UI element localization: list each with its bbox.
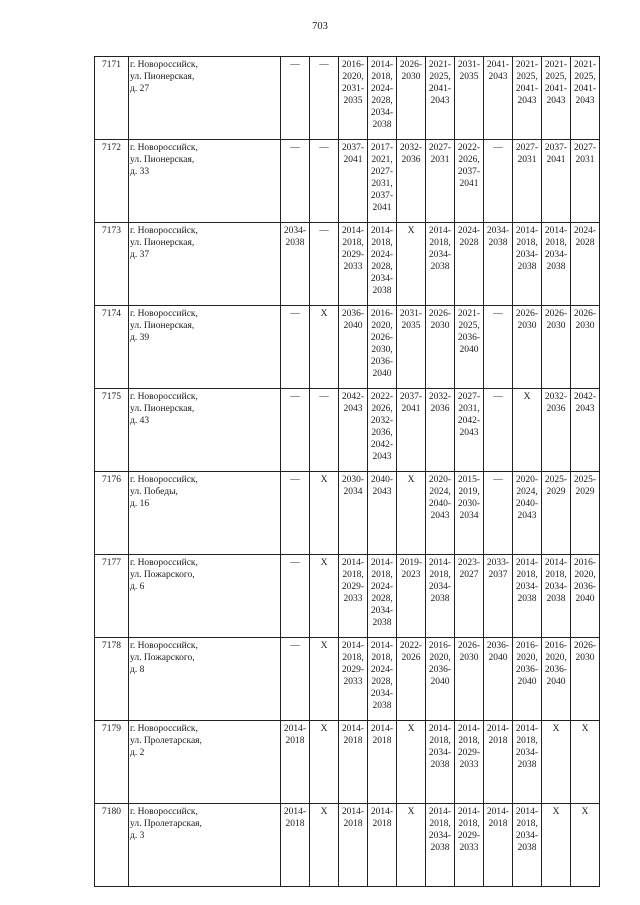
schedule-value: — xyxy=(319,60,329,70)
schedule-cell xyxy=(397,389,426,472)
schedule-table xyxy=(94,56,600,887)
schedule-value: 2025- 2029 xyxy=(573,475,597,497)
schedule-cell xyxy=(542,140,571,223)
schedule-value: 2020- 2024, 2040- 2043 xyxy=(428,475,452,521)
schedule-cell xyxy=(571,389,600,472)
schedule-cell xyxy=(310,223,339,306)
schedule-value: 2014- 2018, 2034- 2038 xyxy=(515,724,539,770)
schedule-cell xyxy=(542,472,571,555)
schedule-cell xyxy=(571,472,600,555)
schedule-value: 2014- 2018, 2034- 2038 xyxy=(515,807,539,853)
schedule-cell xyxy=(571,555,600,638)
table-row xyxy=(95,57,600,140)
schedule-cell xyxy=(571,140,600,223)
schedule-value: 2026- 2030 xyxy=(544,309,568,331)
schedule-value: — xyxy=(319,226,329,236)
address-line: д. 3 xyxy=(130,831,145,841)
schedule-cell xyxy=(571,804,600,887)
address-line: д. 39 xyxy=(130,333,150,343)
schedule-cell xyxy=(426,57,455,140)
schedule-cell xyxy=(397,306,426,389)
schedule-cell xyxy=(513,555,542,638)
schedule-value: 2021- 2025, 2041- 2043 xyxy=(544,60,568,106)
schedule-cell xyxy=(484,804,513,887)
schedule-value: 2022- 2026 xyxy=(399,641,423,663)
schedule-cell xyxy=(281,555,310,638)
address-cell xyxy=(129,306,281,389)
schedule-cell xyxy=(426,140,455,223)
schedule-value: — xyxy=(319,392,329,402)
schedule-cell xyxy=(397,721,426,804)
table-row xyxy=(95,638,600,721)
schedule-cell xyxy=(571,306,600,389)
address-cell xyxy=(129,57,281,140)
schedule-cell xyxy=(310,721,339,804)
address-line: г. Новороссийск, xyxy=(130,226,198,236)
address-cell xyxy=(129,555,281,638)
schedule-cell xyxy=(513,804,542,887)
schedule-cell xyxy=(455,140,484,223)
schedule-value: 2026- 2030 xyxy=(515,309,539,331)
schedule-cell xyxy=(455,721,484,804)
schedule-cell xyxy=(484,223,513,306)
schedule-cell xyxy=(397,223,426,306)
schedule-cell xyxy=(455,472,484,555)
schedule-value: — xyxy=(290,309,300,319)
schedule-cell xyxy=(310,140,339,223)
schedule-cell xyxy=(310,389,339,472)
schedule-cell xyxy=(368,223,397,306)
schedule-value: 2016- 2020, 2036- 2040 xyxy=(428,641,452,687)
schedule-value: 2014- 2018, 2029- 2033 xyxy=(457,807,481,853)
address-line: г. Новороссийск, xyxy=(130,309,198,319)
schedule-cell xyxy=(397,472,426,555)
schedule-cell xyxy=(310,472,339,555)
schedule-cell xyxy=(571,721,600,804)
schedule-value: 2040- 2043 xyxy=(370,475,394,497)
schedule-value: 2014- 2018 xyxy=(283,724,307,746)
schedule-cell xyxy=(368,389,397,472)
schedule-cell xyxy=(339,306,368,389)
row-number: 7176 xyxy=(95,472,129,555)
schedule-value: 2042- 2043 xyxy=(341,392,365,414)
schedule-value: X xyxy=(407,724,415,734)
address-line: г. Новороссийск, xyxy=(130,60,198,70)
schedule-cell xyxy=(513,638,542,721)
schedule-value: — xyxy=(493,309,503,319)
schedule-value: 2015- 2019, 2030- 2034 xyxy=(457,475,481,521)
schedule-value: 2037- 2041 xyxy=(399,392,423,414)
address-line: г. Новороссийск, xyxy=(130,724,198,734)
schedule-cell xyxy=(339,57,368,140)
schedule-value: — xyxy=(290,641,300,651)
row-number: 7173 xyxy=(95,223,129,306)
schedule-cell xyxy=(310,638,339,721)
schedule-value: 2014- 2018, 2034- 2038 xyxy=(428,226,452,272)
schedule-value: 2016- 2020, 2036- 2040 xyxy=(544,641,568,687)
schedule-value: 2016- 2020, 2026- 2030, 2036- 2040 xyxy=(370,309,394,379)
schedule-value: X xyxy=(320,475,328,485)
schedule-value: 2032- 2036 xyxy=(428,392,452,414)
schedule-value: 2014- 2018 xyxy=(370,807,394,829)
schedule-value: — xyxy=(290,60,300,70)
schedule-cell xyxy=(281,638,310,721)
schedule-cell xyxy=(281,140,310,223)
schedule-value: 2042- 2043 xyxy=(573,392,597,414)
address-line: ул. Пионерская, xyxy=(130,321,195,331)
schedule-value: X xyxy=(320,724,328,734)
row-number: 7172 xyxy=(95,140,129,223)
schedule-cell xyxy=(339,638,368,721)
schedule-value: 2014- 2018, 2024- 2028, 2034- 2038 xyxy=(370,226,394,296)
address-line: д. 43 xyxy=(130,416,150,426)
schedule-cell xyxy=(484,306,513,389)
schedule-value: X xyxy=(552,807,560,817)
schedule-value: 2016- 2020, 2036- 2040 xyxy=(573,558,597,604)
address-cell xyxy=(129,721,281,804)
schedule-cell xyxy=(368,804,397,887)
address-line: д. 8 xyxy=(130,665,145,675)
schedule-value: 2034- 2038 xyxy=(283,226,307,248)
schedule-value: 2014- 2018, 2034- 2038 xyxy=(544,226,568,272)
schedule-value: 2026- 2030 xyxy=(457,641,481,663)
address-line: г. Новороссийск, xyxy=(130,143,198,153)
address-line: ул. Пионерская, xyxy=(130,238,195,248)
schedule-value: X xyxy=(320,641,328,651)
schedule-value: 2024- 2028 xyxy=(457,226,481,248)
schedule-cell xyxy=(455,223,484,306)
schedule-cell xyxy=(426,223,455,306)
schedule-cell xyxy=(397,57,426,140)
schedule-value: — xyxy=(290,558,300,568)
schedule-value: 2014- 2018 xyxy=(486,807,510,829)
table-row xyxy=(95,223,600,306)
schedule-value: 2027- 2031, 2042- 2043 xyxy=(457,392,481,438)
schedule-value: 2036- 2040 xyxy=(341,309,365,331)
address-line: г. Новороссийск, xyxy=(130,392,198,402)
schedule-value: 2014- 2018, 2024- 2028, 2034- 2038 xyxy=(370,641,394,711)
schedule-cell xyxy=(281,389,310,472)
schedule-cell xyxy=(339,140,368,223)
address-line: ул. Пионерская, xyxy=(130,72,195,82)
schedule-cell xyxy=(513,140,542,223)
schedule-value: 2014- 2018 xyxy=(341,807,365,829)
schedule-value: 2032- 2036 xyxy=(399,143,423,165)
schedule-cell xyxy=(281,306,310,389)
schedule-value: 2014- 2018, 2029- 2033 xyxy=(341,558,365,604)
schedule-cell xyxy=(368,555,397,638)
schedule-cell xyxy=(513,472,542,555)
schedule-cell xyxy=(310,306,339,389)
schedule-cell xyxy=(571,223,600,306)
schedule-cell xyxy=(542,223,571,306)
schedule-value: X xyxy=(581,807,589,817)
schedule-value: 2016- 2020, 2031- 2035 xyxy=(341,60,365,106)
schedule-value: 2014- 2018 xyxy=(486,724,510,746)
schedule-value: X xyxy=(407,226,415,236)
schedule-cell xyxy=(426,472,455,555)
schedule-value: X xyxy=(523,392,531,402)
schedule-cell xyxy=(281,804,310,887)
table-row xyxy=(95,389,600,472)
schedule-cell xyxy=(426,306,455,389)
schedule-cell xyxy=(542,389,571,472)
schedule-value: 2014- 2018 xyxy=(341,724,365,746)
schedule-cell xyxy=(484,389,513,472)
schedule-cell xyxy=(281,57,310,140)
schedule-value: — xyxy=(290,475,300,485)
schedule-cell xyxy=(513,57,542,140)
schedule-value: 2017- 2021, 2027- 2031, 2037- 2041 xyxy=(370,143,394,213)
schedule-cell xyxy=(542,306,571,389)
row-number: 7175 xyxy=(95,389,129,472)
schedule-value: — xyxy=(290,143,300,153)
schedule-cell xyxy=(397,140,426,223)
schedule-cell xyxy=(426,389,455,472)
schedule-value: 2037- 2041 xyxy=(544,143,568,165)
address-line: ул. Пролетарская, xyxy=(130,819,202,829)
schedule-value: 2033- 2037 xyxy=(486,558,510,580)
schedule-value: 2014- 2018, 2034- 2038 xyxy=(428,807,452,853)
schedule-value: 2014- 2018, 2029- 2033 xyxy=(341,226,365,272)
schedule-cell xyxy=(368,721,397,804)
address-cell xyxy=(129,638,281,721)
schedule-value: 2034- 2038 xyxy=(486,226,510,248)
address-line: д. 16 xyxy=(130,499,150,509)
schedule-value: 2025- 2029 xyxy=(544,475,568,497)
schedule-cell xyxy=(484,472,513,555)
table-row xyxy=(95,140,600,223)
schedule-value: X xyxy=(552,724,560,734)
address-line: г. Новороссийск, xyxy=(130,558,198,568)
table-row xyxy=(95,721,600,804)
schedule-value: 2014- 2018, 2024- 2028, 2034- 2038 xyxy=(370,60,394,130)
schedule-value: 2014- 2018 xyxy=(370,724,394,746)
schedule-value: X xyxy=(407,807,415,817)
table-row xyxy=(95,555,600,638)
schedule-value: 2019- 2023 xyxy=(399,558,423,580)
row-number: 7171 xyxy=(95,57,129,140)
schedule-cell xyxy=(339,555,368,638)
schedule-cell xyxy=(426,804,455,887)
schedule-cell xyxy=(513,721,542,804)
schedule-cell xyxy=(484,555,513,638)
address-line: д. 27 xyxy=(130,84,150,94)
schedule-cell xyxy=(397,555,426,638)
schedule-cell xyxy=(310,57,339,140)
schedule-value: 2031- 2035 xyxy=(457,60,481,82)
row-number: 7178 xyxy=(95,638,129,721)
schedule-cell xyxy=(455,804,484,887)
schedule-cell xyxy=(281,472,310,555)
address-line: д. 2 xyxy=(130,748,145,758)
address-line: ул. Пожарского, xyxy=(130,653,195,663)
schedule-value: 2026- 2030 xyxy=(428,309,452,331)
schedule-value: 2014- 2018, 2029- 2033 xyxy=(457,724,481,770)
schedule-cell xyxy=(542,555,571,638)
schedule-cell xyxy=(339,223,368,306)
schedule-value: 2024- 2028 xyxy=(573,226,597,248)
schedule-value: X xyxy=(581,724,589,734)
address-line: ул. Пожарского, xyxy=(130,570,195,580)
schedule-cell xyxy=(281,721,310,804)
schedule-cell xyxy=(513,389,542,472)
schedule-value: 2021- 2025, 2041- 2043 xyxy=(428,60,452,106)
schedule-cell xyxy=(426,721,455,804)
schedule-value: 2026- 2030 xyxy=(573,641,597,663)
schedule-cell xyxy=(455,389,484,472)
schedule-cell xyxy=(571,57,600,140)
schedule-cell xyxy=(513,223,542,306)
schedule-value: 2020- 2024, 2040- 2043 xyxy=(515,475,539,521)
address-line: г. Новороссийск, xyxy=(130,807,198,817)
schedule-cell xyxy=(339,721,368,804)
schedule-cell xyxy=(397,804,426,887)
schedule-value: 2031- 2035 xyxy=(399,309,423,331)
address-line: ул. Пионерская, xyxy=(130,155,195,165)
schedule-value: 2036- 2040 xyxy=(486,641,510,663)
schedule-value: 2021- 2025, 2041- 2043 xyxy=(573,60,597,106)
schedule-cell xyxy=(368,57,397,140)
schedule-cell xyxy=(281,223,310,306)
schedule-value: 2022- 2026, 2032- 2036, 2042- 2043 xyxy=(370,392,394,462)
schedule-cell xyxy=(426,638,455,721)
address-line: г. Новороссийск, xyxy=(130,475,198,485)
schedule-value: 2023- 2027 xyxy=(457,558,481,580)
schedule-value: 2021- 2025, 2041- 2043 xyxy=(515,60,539,106)
address-line: ул. Пионерская, xyxy=(130,404,195,414)
address-line: ул. Победы, xyxy=(130,487,178,497)
schedule-cell xyxy=(455,555,484,638)
schedule-value: 2030- 2034 xyxy=(341,475,365,497)
schedule-value: 2014- 2018, 2034- 2038 xyxy=(544,558,568,604)
schedule-value: — xyxy=(493,475,503,485)
schedule-value: 2022- 2026, 2037- 2041 xyxy=(457,143,481,189)
schedule-value: 2037- 2041 xyxy=(341,143,365,165)
schedule-cell xyxy=(484,57,513,140)
row-number: 7180 xyxy=(95,804,129,887)
address-line: д. 6 xyxy=(130,582,145,592)
schedule-cell xyxy=(542,57,571,140)
schedule-cell xyxy=(368,472,397,555)
schedule-cell xyxy=(542,638,571,721)
schedule-value: X xyxy=(320,807,328,817)
address-cell xyxy=(129,804,281,887)
schedule-cell xyxy=(513,306,542,389)
schedule-value: — xyxy=(493,392,503,402)
schedule-cell xyxy=(339,472,368,555)
address-line: г. Новороссийск, xyxy=(130,641,198,651)
row-number: 7179 xyxy=(95,721,129,804)
schedule-value: 2014- 2018, 2034- 2038 xyxy=(515,226,539,272)
schedule-cell xyxy=(455,638,484,721)
schedule-value: 2027- 2031 xyxy=(573,143,597,165)
address-cell xyxy=(129,140,281,223)
schedule-value: X xyxy=(320,309,328,319)
schedule-cell xyxy=(310,555,339,638)
schedule-cell xyxy=(571,638,600,721)
schedule-value: 2026- 2030 xyxy=(573,309,597,331)
table-row xyxy=(95,472,600,555)
schedule-value: 2014- 2018, 2034- 2038 xyxy=(428,558,452,604)
row-number: 7174 xyxy=(95,306,129,389)
schedule-cell xyxy=(397,638,426,721)
address-line: д. 37 xyxy=(130,250,150,260)
address-cell xyxy=(129,389,281,472)
schedule-value: — xyxy=(493,143,503,153)
schedule-value: 2021- 2025, 2036- 2040 xyxy=(457,309,481,355)
address-cell xyxy=(129,472,281,555)
address-line: д. 33 xyxy=(130,167,150,177)
table-row xyxy=(95,306,600,389)
schedule-value: 2041- 2043 xyxy=(486,60,510,82)
schedule-cell xyxy=(542,721,571,804)
schedule-cell xyxy=(368,638,397,721)
schedule-cell xyxy=(368,306,397,389)
schedule-cell xyxy=(455,57,484,140)
schedule-value: 2014- 2018, 2024- 2028, 2034- 2038 xyxy=(370,558,394,628)
schedule-value: — xyxy=(290,392,300,402)
schedule-value: 2032- 2036 xyxy=(544,392,568,414)
row-number: 7177 xyxy=(95,555,129,638)
schedule-cell xyxy=(455,306,484,389)
schedule-cell xyxy=(542,804,571,887)
schedule-cell xyxy=(484,140,513,223)
schedule-value: 2026- 2030 xyxy=(399,60,423,82)
schedule-cell xyxy=(339,389,368,472)
page-number: 703 xyxy=(312,21,328,32)
schedule-value: 2014- 2018 xyxy=(283,807,307,829)
schedule-cell xyxy=(310,804,339,887)
schedule-value: X xyxy=(407,475,415,485)
schedule-value: 2027- 2031 xyxy=(428,143,452,165)
schedule-value: 2014- 2018, 2029- 2033 xyxy=(341,641,365,687)
schedule-cell xyxy=(484,721,513,804)
schedule-value: 2014- 2018, 2034- 2038 xyxy=(428,724,452,770)
schedule-value: 2016- 2020, 2036- 2040 xyxy=(515,641,539,687)
schedule-cell xyxy=(426,555,455,638)
schedule-cell xyxy=(368,140,397,223)
schedule-value: — xyxy=(319,143,329,153)
schedule-cell xyxy=(339,804,368,887)
table-row xyxy=(95,804,600,887)
schedule-cell xyxy=(484,638,513,721)
schedule-value: 2014- 2018, 2034- 2038 xyxy=(515,558,539,604)
address-line: ул. Пролетарская, xyxy=(130,736,202,746)
schedule-value: X xyxy=(320,558,328,568)
address-cell xyxy=(129,223,281,306)
schedule-value: 2027- 2031 xyxy=(515,143,539,165)
